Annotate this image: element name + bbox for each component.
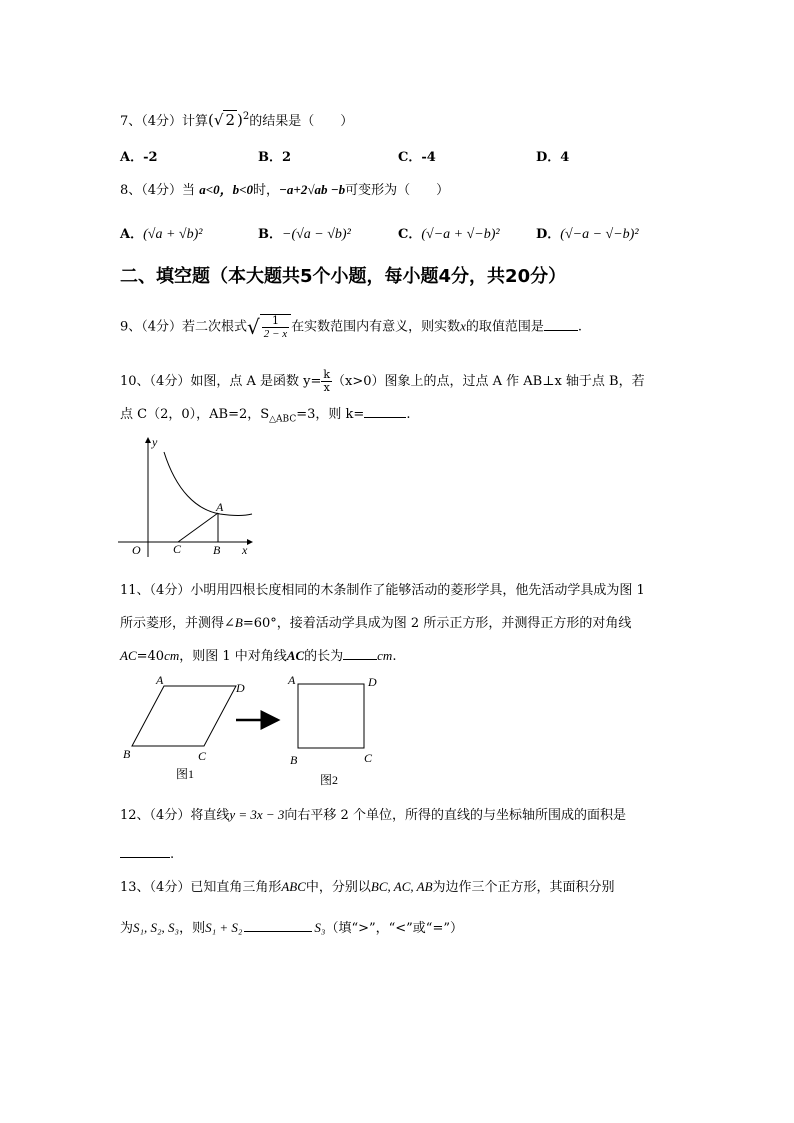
q8-option-a-expr: (√a + √b)² <box>143 227 203 242</box>
q8-option-d[interactable] <box>536 223 639 243</box>
q13-triangle: ABC <box>281 879 306 894</box>
q9-denominator: 2 − x <box>263 328 288 340</box>
q13-line2-a: 为 <box>120 921 134 936</box>
q11-line2-b: B <box>234 615 243 630</box>
q10-graph <box>114 432 264 562</box>
q12-stem <box>120 806 626 825</box>
q13-line2 <box>120 918 463 938</box>
q9-answer-blank[interactable] <box>544 317 578 331</box>
q11-figures <box>116 672 386 790</box>
q7-option-d[interactable]: D．4 <box>536 150 570 165</box>
q12-line2 <box>120 844 174 864</box>
q10-line1-prefix: 10、（4分）如图，点 A 是函数 y= <box>120 374 322 389</box>
q7-option-a[interactable]: A．-2 <box>120 150 158 165</box>
q8-expression: −a+2√ab −b <box>279 182 346 197</box>
q7-option-b[interactable]: B．2 <box>258 150 292 165</box>
q8-option-b-label: B． <box>258 227 282 242</box>
q10-segment-ca <box>178 513 218 542</box>
q11-line3-e: AC <box>286 648 305 663</box>
q7-prefix: 7、（4分）计算 <box>120 114 209 129</box>
q8-option-c-label: C． <box>398 227 422 242</box>
q7-option-c[interactable]: C．-4 <box>398 150 436 165</box>
q9-suffix2: 的取值范围是 <box>465 319 544 335</box>
q8-option-d-label: D． <box>536 227 561 242</box>
q10-frac-num: k <box>323 368 331 381</box>
q11-line3-f: 的长为 <box>304 649 344 664</box>
q8-option-d-expr: (√−a − √−b)² <box>560 227 639 242</box>
q12-end: . <box>170 847 175 862</box>
q11-fig2-a: A <box>288 673 296 687</box>
q11-fig1-d: D <box>236 681 245 695</box>
q10-line2-b: =3，则 k= <box>296 407 365 422</box>
q7-radicand: 2 <box>225 111 236 129</box>
q12-equation: y = 3x − 3 <box>229 807 285 822</box>
q11-fig1-a: A <box>156 673 164 687</box>
q13-line2-b: ，则 <box>179 921 206 936</box>
q11-line1: 11、（4分）小明用四根长度相同的木条制作了能够活动的菱形学具，他先活动学具成为图 1 <box>120 583 645 598</box>
q10-frac-den: x <box>323 381 330 394</box>
q9-fraction <box>260 314 291 340</box>
q11-fig2-d: D <box>368 675 377 689</box>
q11-line3-c: cm <box>164 648 180 663</box>
q12-suffix: 向右平移 2 个单位，所得的直线的与坐标轴所围成的面积是 <box>284 808 626 823</box>
q10-label-c: C <box>173 542 182 556</box>
q11-line2-c: =60°，接着活动学具成为图 2 所示正方形，并测得正方形的对角线 <box>242 616 632 631</box>
q12-answer-blank[interactable] <box>120 844 170 858</box>
q13-suffix: 为边作三个正方形，其面积分别 <box>432 880 615 895</box>
q11-line3-g: cm <box>377 648 393 663</box>
q10-label-b: B <box>213 543 221 557</box>
q9-prefix: 9、（4分）若二次根式 <box>120 319 248 335</box>
q11-fig2-caption: 图2 <box>320 773 339 787</box>
q10-label-y: y <box>152 435 158 449</box>
q11-answer-blank[interactable] <box>343 646 377 660</box>
q10-fraction <box>321 369 332 394</box>
q8-condition: a<0，b<0 <box>199 182 254 197</box>
q8-stem <box>120 181 449 200</box>
q9-suffix: 在实数范围内有意义，则实数 <box>291 319 461 335</box>
q9-numerator: 1 <box>262 315 289 328</box>
q10-line1-suffix: （x>0）图象上的点，过点 A 作 AB⊥x 轴于点 B，若 <box>332 374 645 389</box>
q8-option-a[interactable] <box>120 223 202 243</box>
q8-mid: 时， <box>253 183 280 198</box>
q13-mid: 中，分别以 <box>305 880 371 895</box>
q9-var: x <box>460 318 466 334</box>
q11-line3-d: ，则图 1 中对角线 <box>179 649 287 664</box>
q8-option-a-label: A． <box>120 227 144 242</box>
q11-line2-a: 所示菱形，并测得∠ <box>120 616 235 631</box>
q10-line2-a: 点 C（2，0），AB=2，S <box>120 407 270 422</box>
q13-sum: S₁ + S₂ <box>205 920 243 935</box>
q11-fig2-b: B <box>290 753 298 767</box>
q13-line1 <box>120 878 615 897</box>
q9-radical: √ <box>247 315 260 339</box>
q11-fig1-b: B <box>123 747 131 761</box>
q11-line3-a: AC <box>120 648 137 663</box>
q10-line1 <box>120 369 645 394</box>
q11-fig2-c: C <box>364 751 373 765</box>
q11-line2 <box>120 614 631 633</box>
q7-suffix: 的结果是（ ） <box>249 114 354 129</box>
q10-line2-end: . <box>406 407 411 422</box>
q11-line3 <box>120 646 396 666</box>
q13-line2-c: （填“>”，“<”或“=”） <box>325 921 463 936</box>
q13-prefix: 13、（4分）已知直角三角形 <box>120 880 282 895</box>
q11-rhombus <box>132 686 236 746</box>
q11-line3-b: =40 <box>136 649 165 664</box>
q9-stem <box>120 314 582 340</box>
q10-line2-sub: △ABC <box>269 414 297 425</box>
q12-prefix: 12、（4分）将直线 <box>120 808 230 823</box>
q8-prefix: 8、（4分）当 <box>120 183 196 198</box>
q10-answer-blank[interactable] <box>364 404 406 418</box>
section-title-fill-in: 二、填空题（本大题共5个小题，每小题4分，共20分） <box>120 266 567 287</box>
q13-answer-blank[interactable] <box>244 918 312 932</box>
q11-fig1-caption: 图1 <box>176 767 195 781</box>
q13-s3: S₃ <box>314 920 326 935</box>
q13-areas: S₁, S₂, S₃ <box>133 920 180 935</box>
q7-exponent: 2 <box>242 111 250 122</box>
q8-option-c-expr: (√−a + √−b)² <box>421 227 500 242</box>
q7-expr: (√ 2 )$^2$ <box>208 111 250 129</box>
q11-fig1-c: C <box>198 749 207 763</box>
q7-stem <box>120 108 353 131</box>
q10-label-a: A <box>216 500 224 514</box>
q8-option-c[interactable] <box>398 223 500 243</box>
q13-sides: BC, AC, AB <box>370 879 433 894</box>
q8-option-b[interactable] <box>258 223 351 243</box>
q11-line3-h: . <box>392 649 397 664</box>
q10-hyperbola <box>164 452 252 516</box>
q10-label-x: x <box>242 543 248 557</box>
q8-option-b-expr: −(√a − √b)² <box>282 227 351 242</box>
q8-suffix: 可变形为（ ） <box>345 183 450 198</box>
q10-label-o: O <box>132 543 141 557</box>
q11-square <box>298 684 364 748</box>
q10-line2 <box>120 404 410 429</box>
q9-end: . <box>577 319 583 335</box>
